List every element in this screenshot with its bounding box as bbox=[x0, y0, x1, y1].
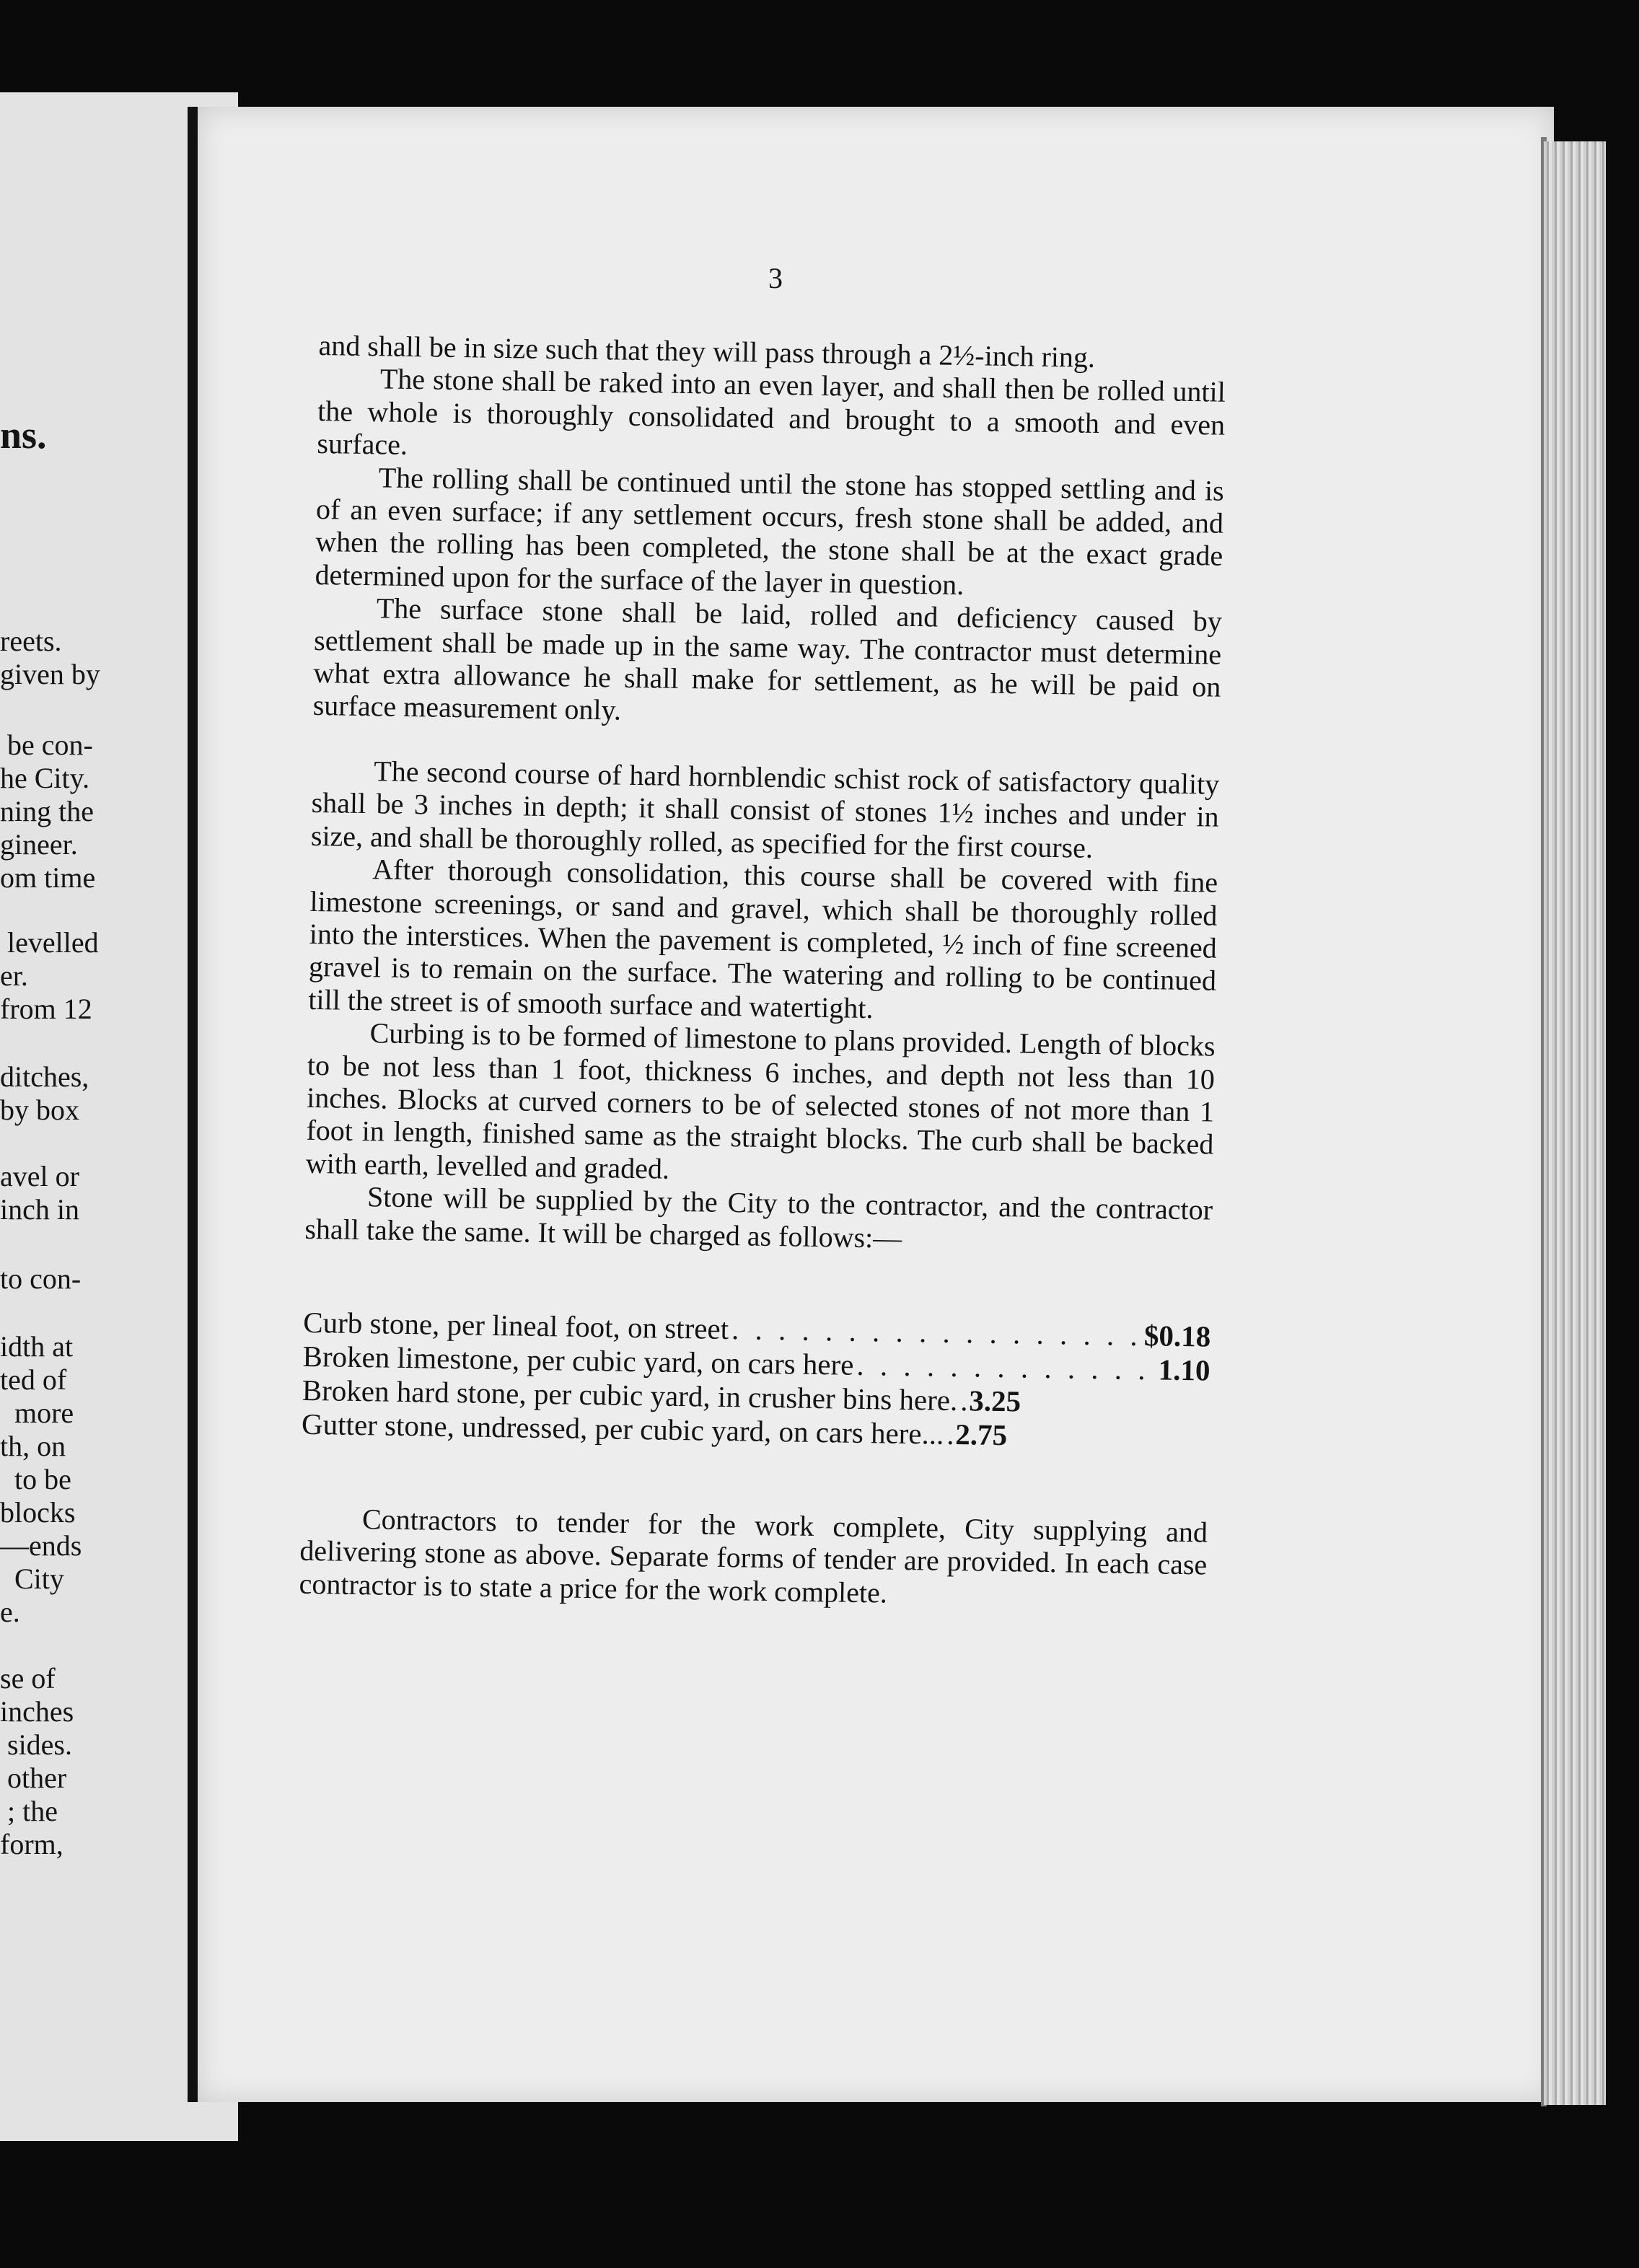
left-page-line: ted of bbox=[0, 1363, 67, 1396]
left-page-line: reets. bbox=[0, 625, 62, 657]
left-page-line: to be bbox=[14, 1463, 71, 1495]
left-page-line: inch in bbox=[0, 1193, 79, 1226]
left-page-line: be con- bbox=[7, 729, 93, 761]
dot-leader bbox=[944, 1418, 956, 1451]
left-page-line: to con- bbox=[0, 1262, 82, 1295]
paragraph: The surface stone shall be laid, rolled and deficiency caused by settlement shall be made up in the same way. The contractor must determine what extra allowance he shall make for settlement, as he will be paid on surface measurement only. bbox=[312, 592, 1223, 727]
left-page-line: e. bbox=[0, 1596, 20, 1628]
price-value: 2.75 bbox=[954, 1418, 1008, 1452]
price-value: 1.10 bbox=[1158, 1353, 1210, 1387]
page-number: 3 bbox=[768, 262, 783, 294]
paragraph: The second course of hard hornblendic schist rock of satisfactory quality shall be 3 inches in depth; it shall consist of stones 1½ inches and under in size, and shall be thoroughly rolled, as specified for the first course. bbox=[310, 755, 1220, 864]
page-body-text bbox=[299, 329, 1226, 1614]
price-item: Curb stone, per lineal foot, on street bbox=[303, 1305, 729, 1346]
left-page-line: levelled bbox=[7, 926, 99, 959]
paragraph: and shall be in size such that they will pass through a 2½-inch ring. bbox=[318, 329, 1096, 374]
left-page-line: City bbox=[14, 1562, 64, 1595]
price-item: Broken limestone, per cubic yard, on cars here bbox=[302, 1339, 854, 1381]
left-page-line: other bbox=[7, 1762, 67, 1794]
left-page-line: th, on bbox=[0, 1430, 66, 1462]
stone-price-list bbox=[302, 1306, 1211, 1456]
left-page-line: he City. bbox=[0, 762, 90, 794]
paragraph: Curbing is to be formed of limestone to plans provided. Length of blocks to be not less than 1 foot, thickness 6 inches, and depth not less than 10 inches. Blocks at curved corners to be of selected stones of not more than 1 foot in length, finished same as the straight blocks. The curb shall be backed with earth, levelled and graded. bbox=[305, 1016, 1216, 1185]
left-page-line: gineer. bbox=[0, 828, 78, 861]
left-page-line: —ends bbox=[0, 1529, 82, 1562]
paragraph: Stone will be supplied by the City to the contractor, and the contractor shall take the same. It will be charged as follows:— bbox=[304, 1180, 1213, 1254]
paragraph: The stone shall be raked into an even layer, and shall then be rolled until the whole is thoroughly consolidated and brought to a smooth and even surface. bbox=[317, 362, 1226, 462]
paragraph: After thorough consolidation, this course shall be covered with fine limestone screenings, or sand and gravel, which shall be thoroughly rolled into the interstices. When the pavement is completed, ½ inch of fine screened gravel is to remain on the surface. The watering and rolling to be continued till the street is of smooth surface and watertight. bbox=[308, 853, 1218, 1024]
left-page-line: sides. bbox=[7, 1728, 72, 1761]
price-value: 3.25 bbox=[968, 1384, 1021, 1418]
left-page-line: form, bbox=[0, 1828, 63, 1860]
price-item: Broken hard stone, per cubic yard, in crusher bins here. bbox=[302, 1373, 958, 1418]
left-page-line: ditches, bbox=[0, 1060, 89, 1093]
stacked-page-edges bbox=[1544, 141, 1606, 2105]
left-page-line: inches bbox=[0, 1695, 74, 1728]
price-item: Gutter stone, undressed, per cubic yard, on cars here... bbox=[301, 1407, 944, 1451]
left-page-line: ; the bbox=[7, 1795, 58, 1827]
left-page-line: by box bbox=[0, 1094, 79, 1126]
left-page-line: idth at bbox=[0, 1330, 74, 1363]
price-value: $0.18 bbox=[1143, 1319, 1211, 1353]
left-page-line: ning the bbox=[0, 795, 94, 827]
closing-paragraph: Contractors to tender for the work complete, City supplying and delivering stone as above. Separate forms of tender are provided. In each case contractor is to state a price for the work complete. bbox=[299, 1503, 1208, 1609]
left-page-line: more bbox=[14, 1397, 74, 1429]
left-page-line: om time bbox=[0, 861, 96, 894]
left-page-line: se of bbox=[0, 1662, 56, 1695]
paragraph: The rolling shall be continued until the stone has stopped settling and is of an even surface; if any settlement occurs, fresh stone shall be added, and when the rolling has been completed, the stone shall be at the exact grade determined upon for the surface of the layer in question. bbox=[315, 460, 1224, 601]
dot-leader bbox=[957, 1384, 970, 1418]
left-page-line: avel or bbox=[0, 1160, 79, 1192]
left-page-heading-fragment: ns. bbox=[0, 413, 47, 457]
dot-leader bbox=[853, 1348, 1159, 1387]
left-page-line: er. bbox=[0, 959, 28, 992]
left-page-line: blocks bbox=[0, 1496, 76, 1529]
left-page-line: from 12 bbox=[0, 993, 92, 1025]
left-page-line: given by bbox=[0, 658, 100, 690]
